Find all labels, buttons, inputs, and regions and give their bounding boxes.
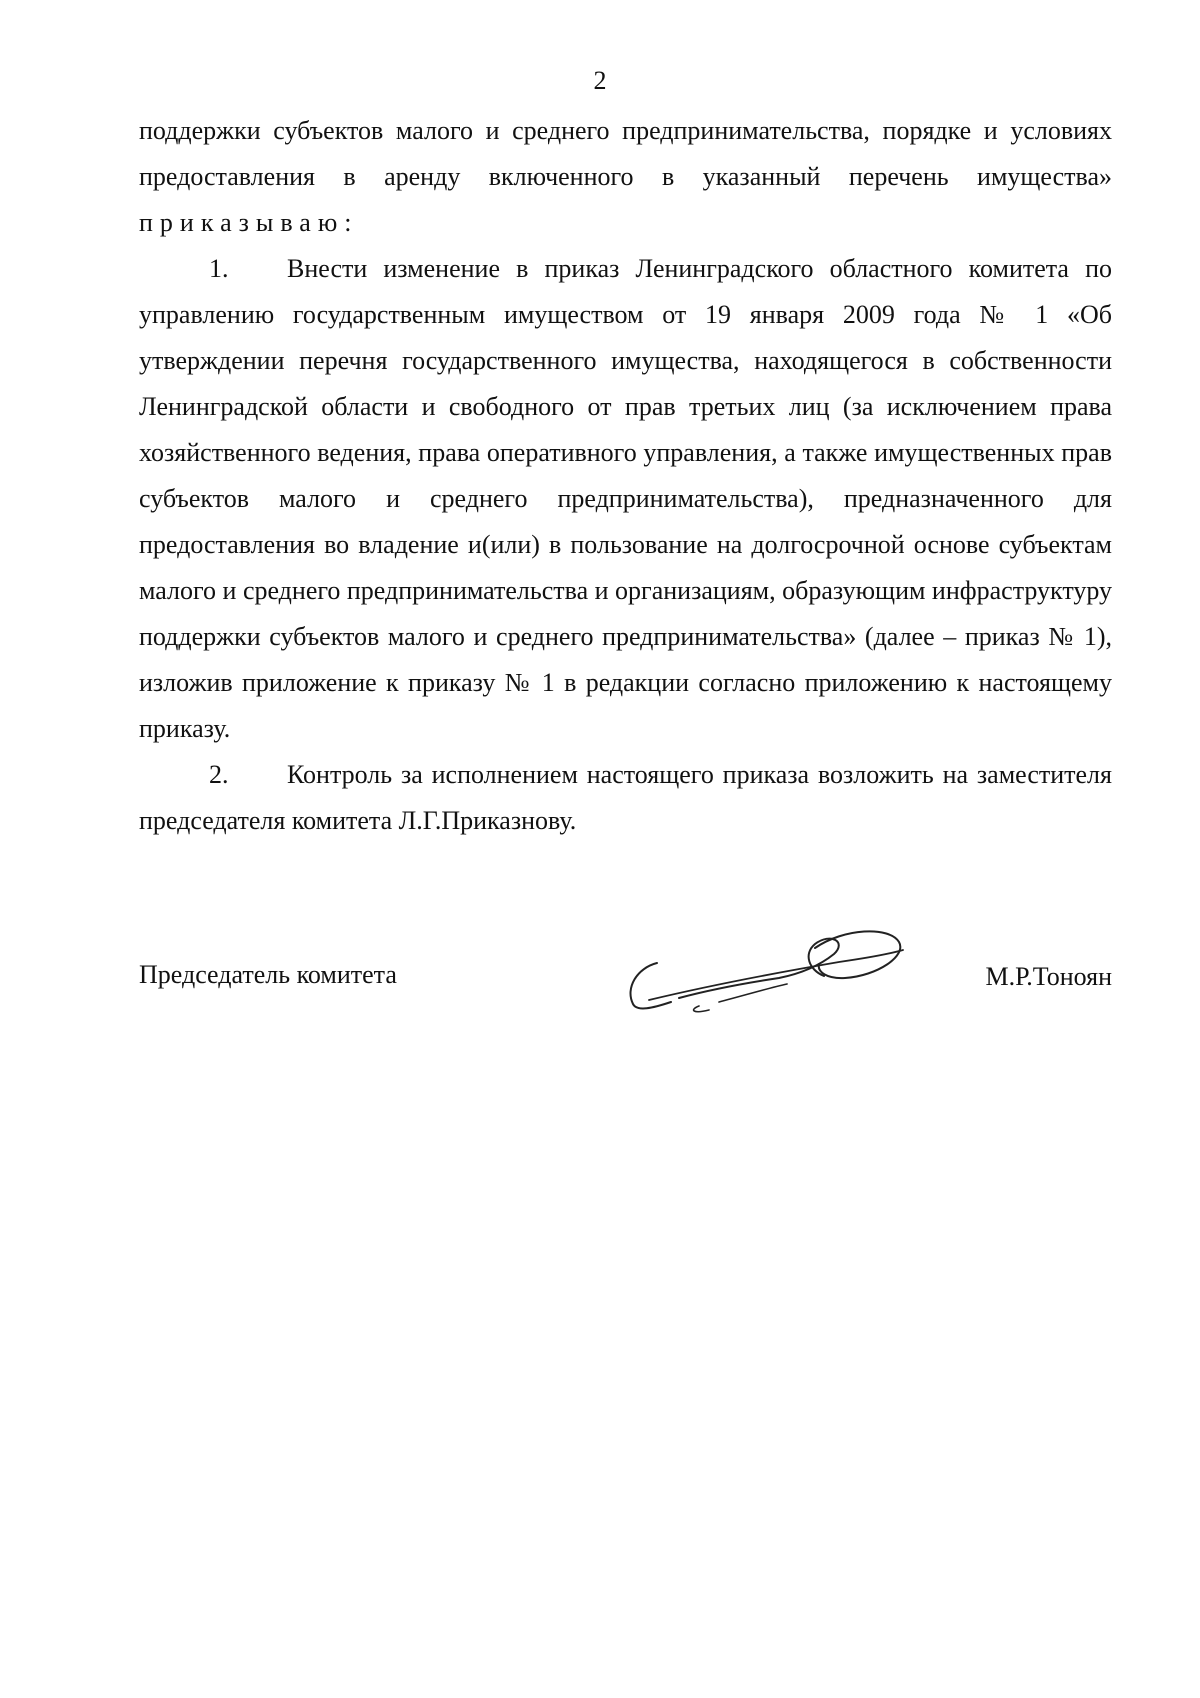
order-word: приказываю: [139,208,359,237]
page-number: 2 [593,66,607,95]
item-1-number: 1. [209,254,229,283]
signatory-name: М.Р.Тоноян [985,962,1112,991]
handwritten-signature [619,918,909,1028]
item-2-text: Контроль за исполнением настоящего приказа возложить на заместителя председателя комитета Л.Г.Приказнову. [139,760,1112,835]
item-1-text: Внести изменение в приказ Ленинградского областного комитета по управлению государственным имуществом от 19 января 2009 года № 1 «Об утверждении перечня государственного имущества, находящегося в собственности Ленинградской области и свободного от прав третьих лиц (за исключением права хозяйственного ведения, права оперативного управления, а также имущественных прав субъектов малого и среднего предпринимательства), предназначенного для предоставления во владение и(или) в пользование на долгосрочной основе субъектам малого и среднего предпринимательства и организациям, образующим инфраструктуру поддержки субъектов малого и среднего предпринимательства» (далее – приказ № 1), изложив приложение к приказу № 1 в редакции согласно приложению к настоящему приказу. [139,254,1112,743]
intro-paragraph [139,108,1112,246]
item-1-paragraph [139,246,1112,752]
signatory-title: Председатель комитета [139,960,397,989]
intro-text: поддержки субъектов малого и среднего предпринимательства, порядке и условиях предоставления в аренду включенного в указанный перечень имущества» [139,116,1112,191]
item-2-paragraph [139,752,1112,844]
item-2-number: 2. [209,760,229,789]
signature-block [139,940,1112,1040]
document-body [139,108,1112,844]
